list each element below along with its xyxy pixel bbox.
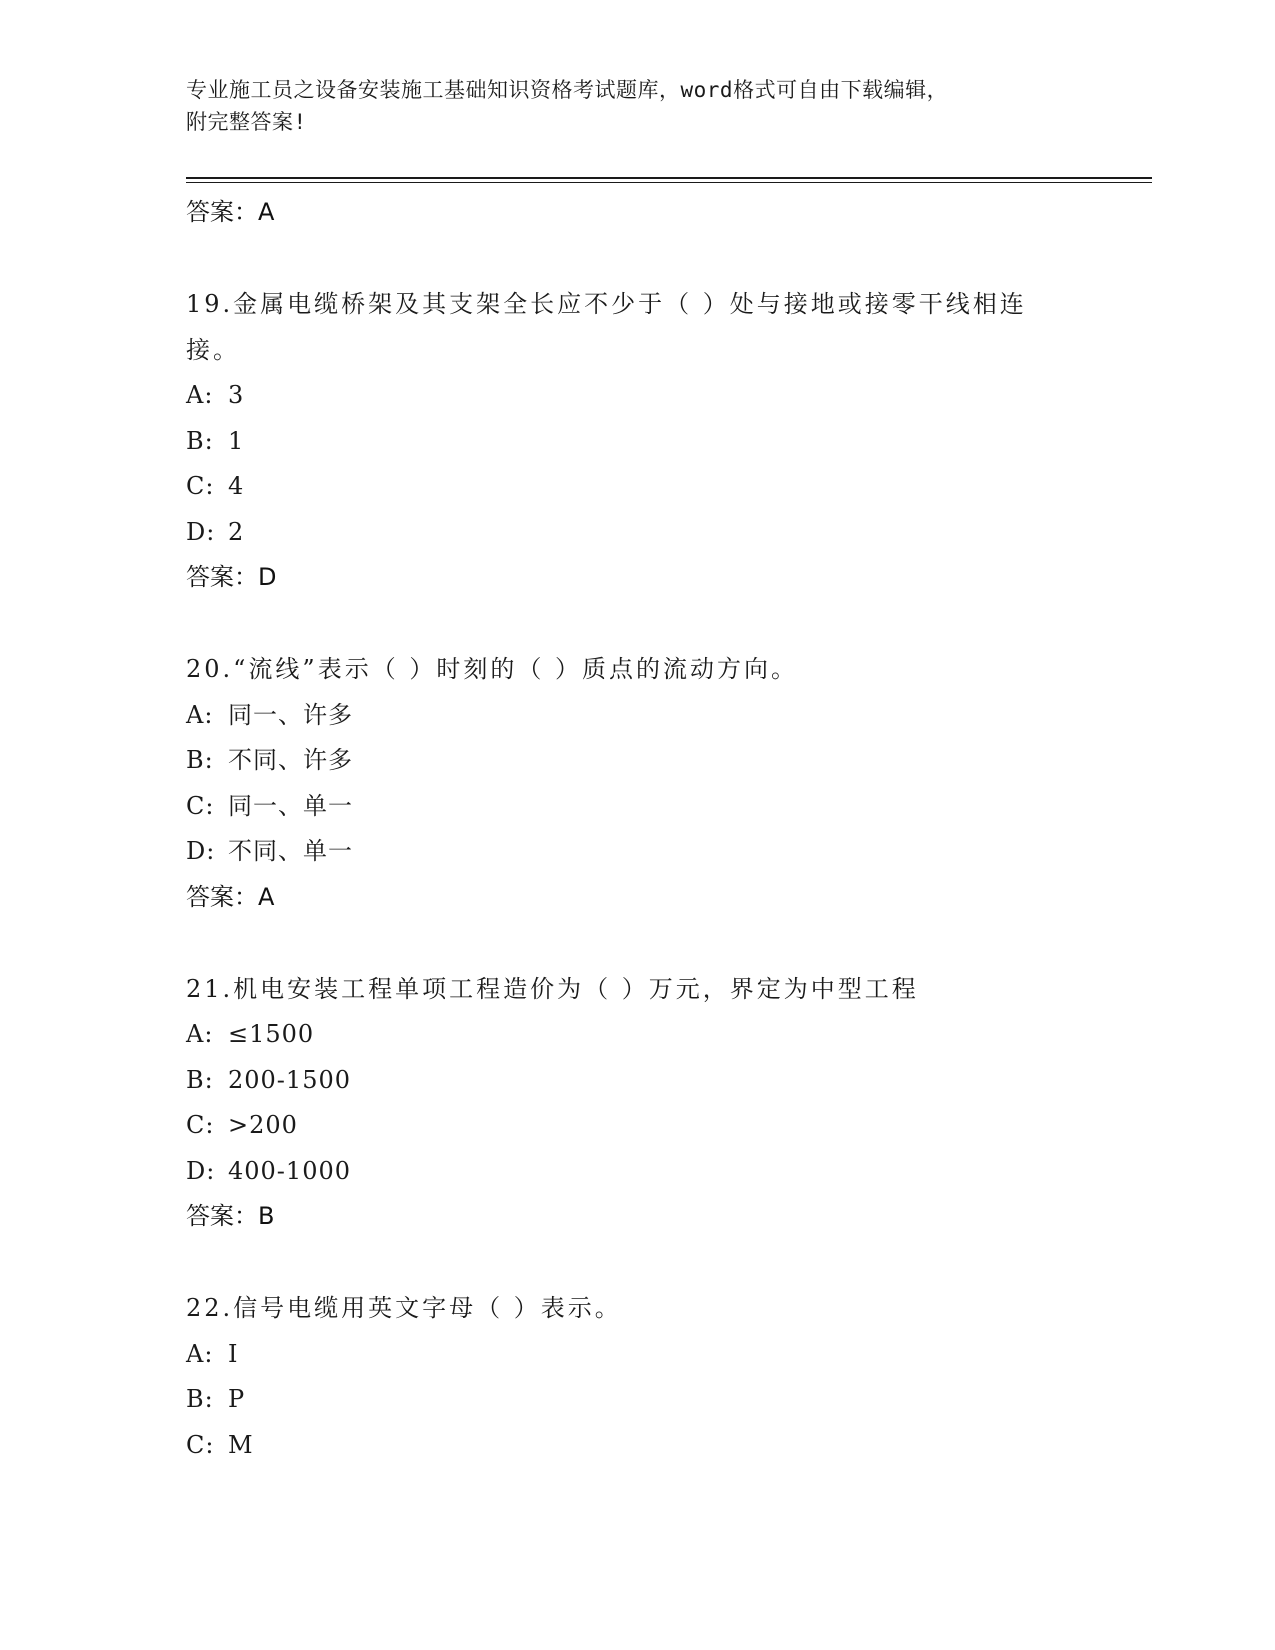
option-text: 2 bbox=[228, 517, 245, 546]
previous-answer: 答案：A bbox=[186, 198, 275, 226]
option-key: B: bbox=[186, 1065, 214, 1094]
option-key: D: bbox=[186, 837, 216, 865]
option-d bbox=[186, 829, 1066, 875]
option-text: M bbox=[228, 1430, 254, 1459]
option-c bbox=[186, 784, 1066, 830]
option-key: C: bbox=[186, 472, 215, 500]
option-text: 4 bbox=[228, 472, 245, 500]
option-a bbox=[186, 1332, 1066, 1378]
question-stem: 22.信号电缆用英文字母（ ）表示。 bbox=[186, 1294, 622, 1322]
option-key: A: bbox=[186, 1339, 214, 1368]
option-text: 同一、许多 bbox=[228, 700, 353, 729]
option-a bbox=[186, 1012, 1066, 1058]
spacer bbox=[186, 920, 1066, 967]
option-text: 不同、单一 bbox=[228, 837, 353, 865]
question-stem: 19.金属电缆桥架及其支架全长应不少于（ ）处与接地或接零干线相连接。 bbox=[186, 290, 1027, 364]
option-d bbox=[186, 1149, 1066, 1195]
option-c bbox=[186, 1423, 1066, 1469]
option-b bbox=[186, 419, 1066, 465]
option-key: B: bbox=[186, 746, 214, 774]
question-stem: 20.“流线”表示（ ）时刻的（ ）质点的流动方向。 bbox=[186, 655, 798, 683]
header-divider-thin bbox=[186, 182, 1152, 183]
question-20 bbox=[186, 647, 1066, 875]
option-b bbox=[186, 1377, 1066, 1423]
option-key: C: bbox=[186, 1111, 215, 1139]
option-text: 400-1000 bbox=[228, 1156, 351, 1185]
header-divider-thick bbox=[186, 177, 1152, 179]
answer: 答案：D bbox=[186, 563, 277, 591]
question-22 bbox=[186, 1286, 1066, 1468]
option-key: A: bbox=[186, 700, 214, 729]
question-19 bbox=[186, 282, 1066, 555]
question-21 bbox=[186, 967, 1066, 1195]
option-text: P bbox=[228, 1385, 246, 1413]
option-text: 同一、单一 bbox=[228, 791, 353, 820]
option-key: B: bbox=[186, 1385, 214, 1413]
option-text: ≤1500 bbox=[228, 1020, 315, 1048]
option-d bbox=[186, 510, 1066, 556]
option-key: C: bbox=[186, 1430, 215, 1459]
question-stem: 21.机电安装工程单项工程造价为（ ）万元，界定为中型工程 bbox=[186, 974, 919, 1003]
option-key: A: bbox=[186, 381, 214, 409]
option-c bbox=[186, 464, 1066, 510]
document-header bbox=[186, 74, 1066, 138]
header-line-1: 专业施工员之设备安装施工基础知识资格考试题库，word格式可自由下载编辑， bbox=[186, 78, 949, 102]
option-b bbox=[186, 1058, 1066, 1104]
option-text: >200 bbox=[228, 1111, 298, 1139]
option-key: D: bbox=[186, 1156, 216, 1185]
option-text: I bbox=[228, 1339, 239, 1368]
spacer bbox=[186, 600, 1066, 647]
option-key: C: bbox=[186, 791, 215, 820]
option-text: 不同、许多 bbox=[228, 746, 353, 774]
answer: 答案：B bbox=[186, 1202, 275, 1230]
option-key: A: bbox=[186, 1020, 214, 1048]
option-a bbox=[186, 373, 1066, 419]
spacer bbox=[186, 1239, 1066, 1286]
option-text: 3 bbox=[228, 381, 245, 409]
option-text: 1 bbox=[228, 426, 245, 455]
option-key: D: bbox=[186, 517, 216, 546]
option-b bbox=[186, 738, 1066, 784]
option-key: B: bbox=[186, 426, 214, 455]
option-c bbox=[186, 1103, 1066, 1149]
document-content bbox=[186, 190, 1066, 1468]
option-text: 200-1500 bbox=[228, 1065, 351, 1094]
answer: 答案：A bbox=[186, 882, 275, 911]
spacer bbox=[186, 235, 1066, 282]
option-a bbox=[186, 693, 1066, 739]
header-line-2: 附完整答案! bbox=[186, 110, 307, 134]
